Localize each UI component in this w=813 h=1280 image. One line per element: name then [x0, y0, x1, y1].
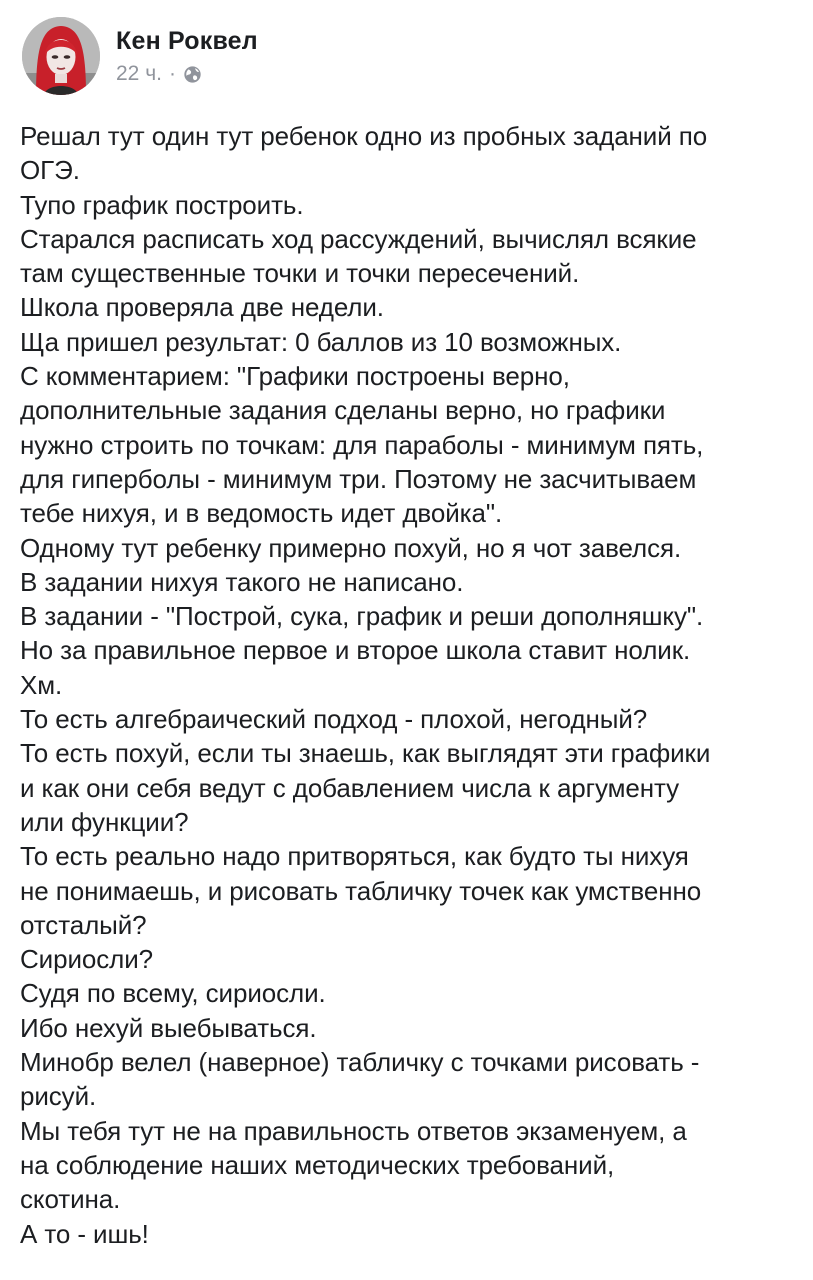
post-text-line: Старался расписать ход рассуждений, вычислял всякие	[20, 223, 697, 254]
post-text-line: С комментарием: "Графики построены верно,	[20, 361, 570, 392]
post-subline	[116, 62, 258, 86]
post-text-line: и как они себя ведут с добавлением числа к аргументу	[20, 772, 680, 803]
post-text-line: дополнительные задания сделаны верно, но графики	[20, 395, 666, 426]
post-text-line: Минобр велел (наверное) табличку с точками рисовать -	[20, 1047, 700, 1078]
post-text-line: А то - ишь!	[20, 1218, 149, 1249]
author-avatar[interactable]	[22, 17, 100, 95]
post-text-line: Ибо нехуй выебываться.	[20, 1012, 317, 1043]
post-text-line: Школа проверяла две недели.	[20, 292, 384, 323]
post-text-line: Сириосли?	[20, 944, 153, 975]
post-text-line: там существенные точки и точки пересечений.	[20, 258, 580, 289]
post-text-line: нужно строить по точкам: для параболы - минимум пять,	[20, 429, 704, 460]
post-text-line: Тупо график построить.	[20, 189, 304, 220]
post-text-line: То есть реально надо притворяться, как будто ты нихуя	[20, 841, 689, 872]
post-timestamp[interactable]: 22 ч.	[116, 62, 162, 85]
author-name[interactable]: Кен Роквел	[116, 27, 258, 55]
post-meta	[116, 26, 258, 86]
post-header	[22, 17, 258, 95]
meta-separator: ·	[168, 62, 176, 85]
post-text-line: ОГЭ.	[20, 155, 80, 186]
post-text-line: Мы тебя тут не на правильность ответов экзаменуем, а	[20, 1115, 687, 1146]
red-haired-avatar-icon	[22, 17, 100, 95]
post-text-line: Судя по всему, сириосли.	[20, 978, 326, 1009]
post-text-line: В задании - "Построй, сука, график и реши дополняшку".	[20, 601, 704, 632]
post-text-line: То есть похуй, если ты знаешь, как выглядят эти графики	[20, 738, 711, 769]
post-text-line: не понимаешь, и рисовать табличку точек как умственно	[20, 875, 702, 906]
post-text-line: В задании нихуя такого не написано.	[20, 566, 464, 597]
post-text-line: Одному тут ребенку примерно похуй, но я чот завелся.	[20, 532, 682, 563]
post-text-line: для гиперболы - минимум три. Поэтому не засчитываем	[20, 463, 697, 494]
post-text-line: рисуй.	[20, 1081, 97, 1112]
post-text-line: скотина.	[20, 1184, 121, 1215]
post-text-line: тебе нихуя, и в ведомость идет двойка".	[20, 498, 503, 529]
globe-icon[interactable]	[183, 65, 202, 84]
post-text-line: или функции?	[20, 806, 189, 837]
post-text-line: То есть алгебраический подход - плохой, негодный?	[20, 704, 648, 735]
post-text-line: отсталый?	[20, 909, 147, 940]
post-text-line: Но за правильное первое и второе школа ставит нолик.	[20, 635, 691, 666]
post-text-line: на соблюдение наших методических требований,	[20, 1149, 615, 1180]
post-text-line: Ща пришел результат: 0 баллов из 10 возможных.	[20, 326, 622, 357]
post-text-line: Хм.	[20, 669, 63, 700]
post-text-line: Решал тут один тут ребенок одно из пробных заданий по	[20, 121, 708, 151]
post-text	[20, 119, 800, 1251]
